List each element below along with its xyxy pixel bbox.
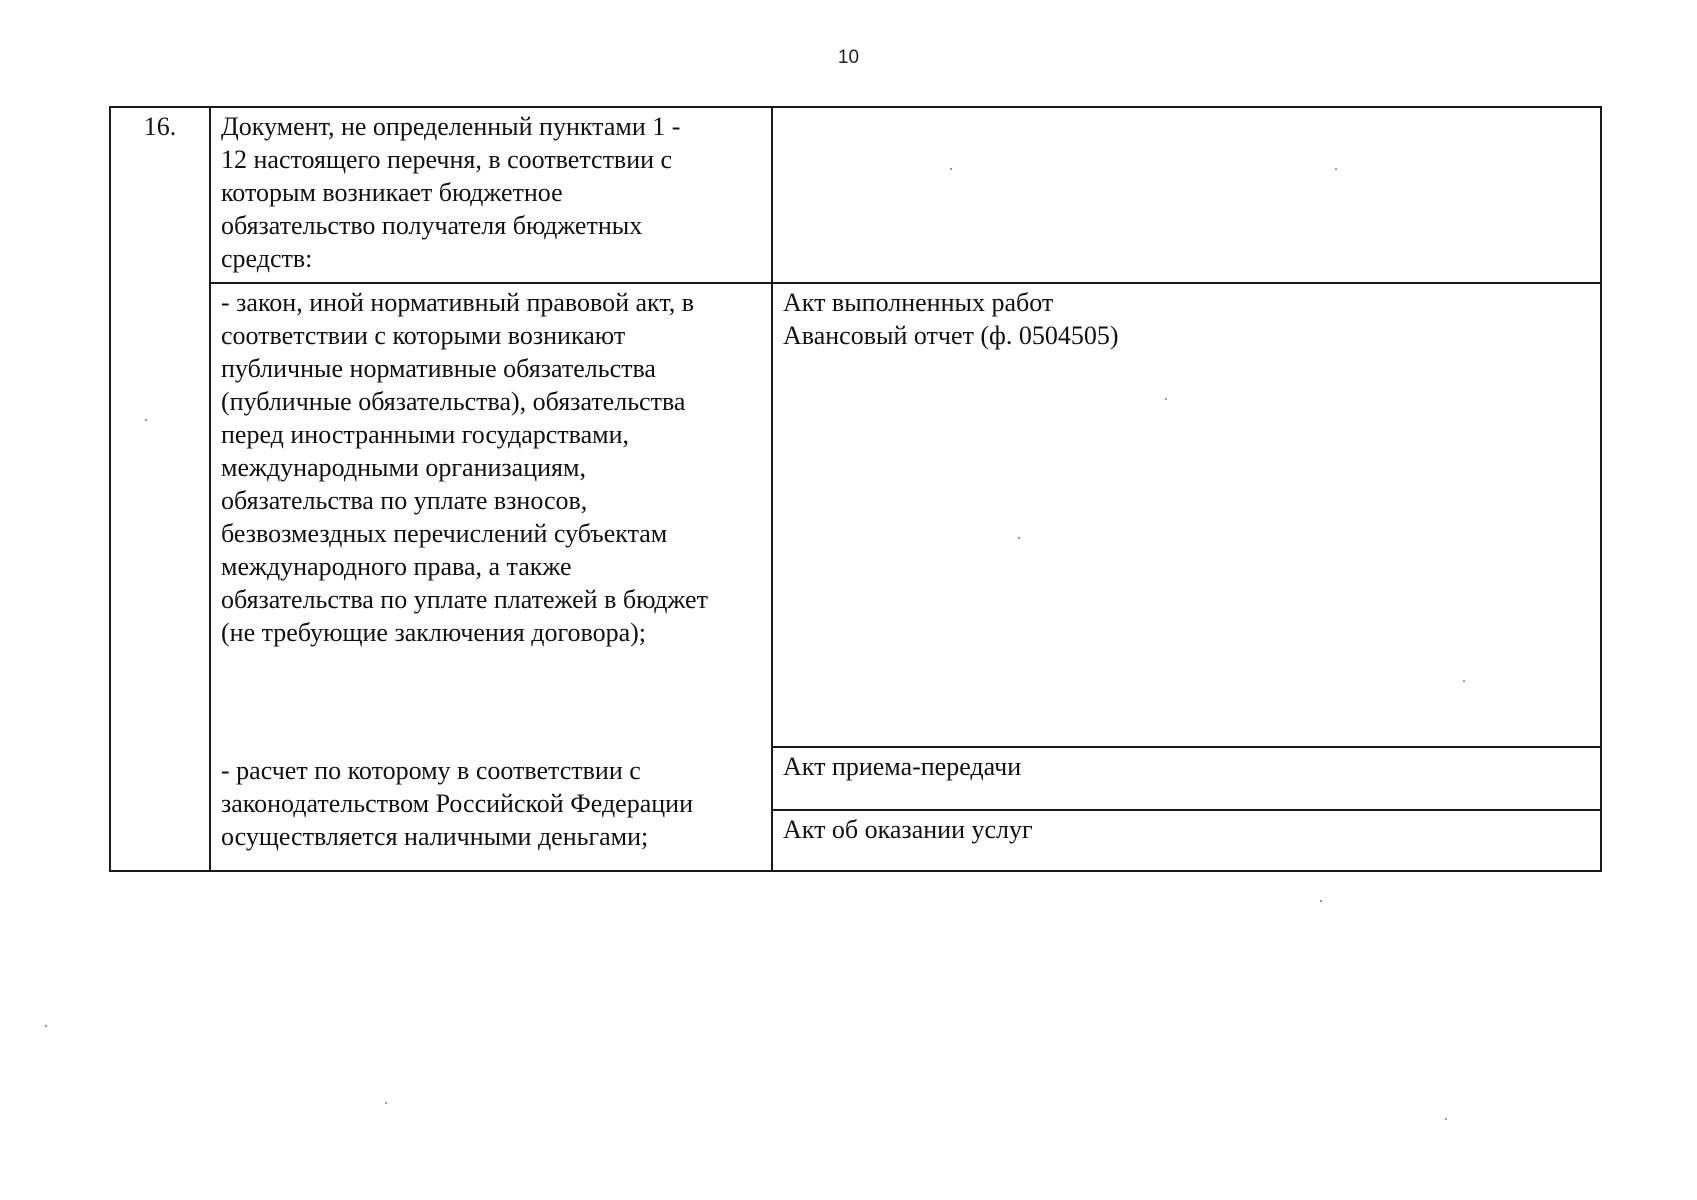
item1-line: (публичные обязательства), обязательства [221, 387, 686, 416]
item1-line: (не требующие заключения договора); [221, 618, 646, 647]
documents-block [773, 284, 1600, 870]
item1-line: перед иностранными государствами, [221, 420, 630, 449]
page-number: 10 [837, 47, 860, 68]
item1-doc: Авансовый отчет (ф. 0504505) [783, 321, 1119, 350]
item1-line: обязательства по уплате платежей в бюджет [221, 585, 708, 614]
row-number-cell [110, 107, 210, 871]
item1-line: публичные нормативные обязательства [221, 354, 656, 383]
item2-line: - расчет по которому в соответствии с [221, 756, 641, 785]
scan-speck [1463, 680, 1465, 682]
scan-speck [1445, 1118, 1447, 1120]
item1-documents [773, 284, 1600, 746]
table-row-header [110, 107, 1601, 283]
scan-speck [1165, 398, 1167, 400]
items-description-cell [210, 283, 772, 871]
item2-document-transfer [773, 746, 1600, 809]
item1-line: безвозмездных перечислений субъектам [221, 519, 668, 548]
scan-speck [385, 1102, 387, 1104]
header-line: которым возникает бюджетное [221, 178, 563, 207]
table-row-items [110, 283, 1601, 871]
item1-line: - закон, иной нормативный правовой акт, в [221, 288, 695, 317]
scan-speck [45, 1025, 47, 1027]
header-line: обязательство получателя бюджетных [221, 211, 643, 240]
row-number: 16. [143, 112, 177, 141]
scan-speck [950, 168, 952, 170]
header-documents-cell [772, 107, 1601, 283]
item1-line: международными организациям, [221, 453, 586, 482]
header-line: Документ, не определенный пунктами 1 - [221, 112, 681, 141]
scan-speck [1018, 537, 1020, 539]
header-line: 12 настоящего перечня, в соответствии с [221, 145, 673, 174]
document-list-table [109, 106, 1602, 872]
item2-doc: Акт приема-передачи [783, 752, 1022, 781]
item2-description [211, 752, 771, 853]
item1-line: обязательства по уплате взносов, [221, 486, 588, 515]
items-documents-cell [772, 283, 1601, 871]
scan-speck [1320, 900, 1322, 902]
item1-description [211, 284, 771, 649]
item1-line: международного права, а также [221, 552, 572, 581]
header-description-cell [210, 107, 772, 283]
item2-document-services [773, 809, 1600, 870]
header-line: средств: [221, 244, 313, 273]
scan-speck [1335, 168, 1337, 170]
header-description [211, 108, 771, 275]
item1-line: соответствии с которыми возникают [221, 321, 626, 350]
item2-line: законодательством Российской Федерации [221, 789, 693, 818]
item2-doc: Акт об оказании услуг [783, 815, 1033, 844]
item2-line: осуществляется наличными деньгами; [221, 822, 649, 851]
scan-speck [145, 419, 147, 421]
item1-doc: Акт выполненных работ [783, 288, 1054, 317]
